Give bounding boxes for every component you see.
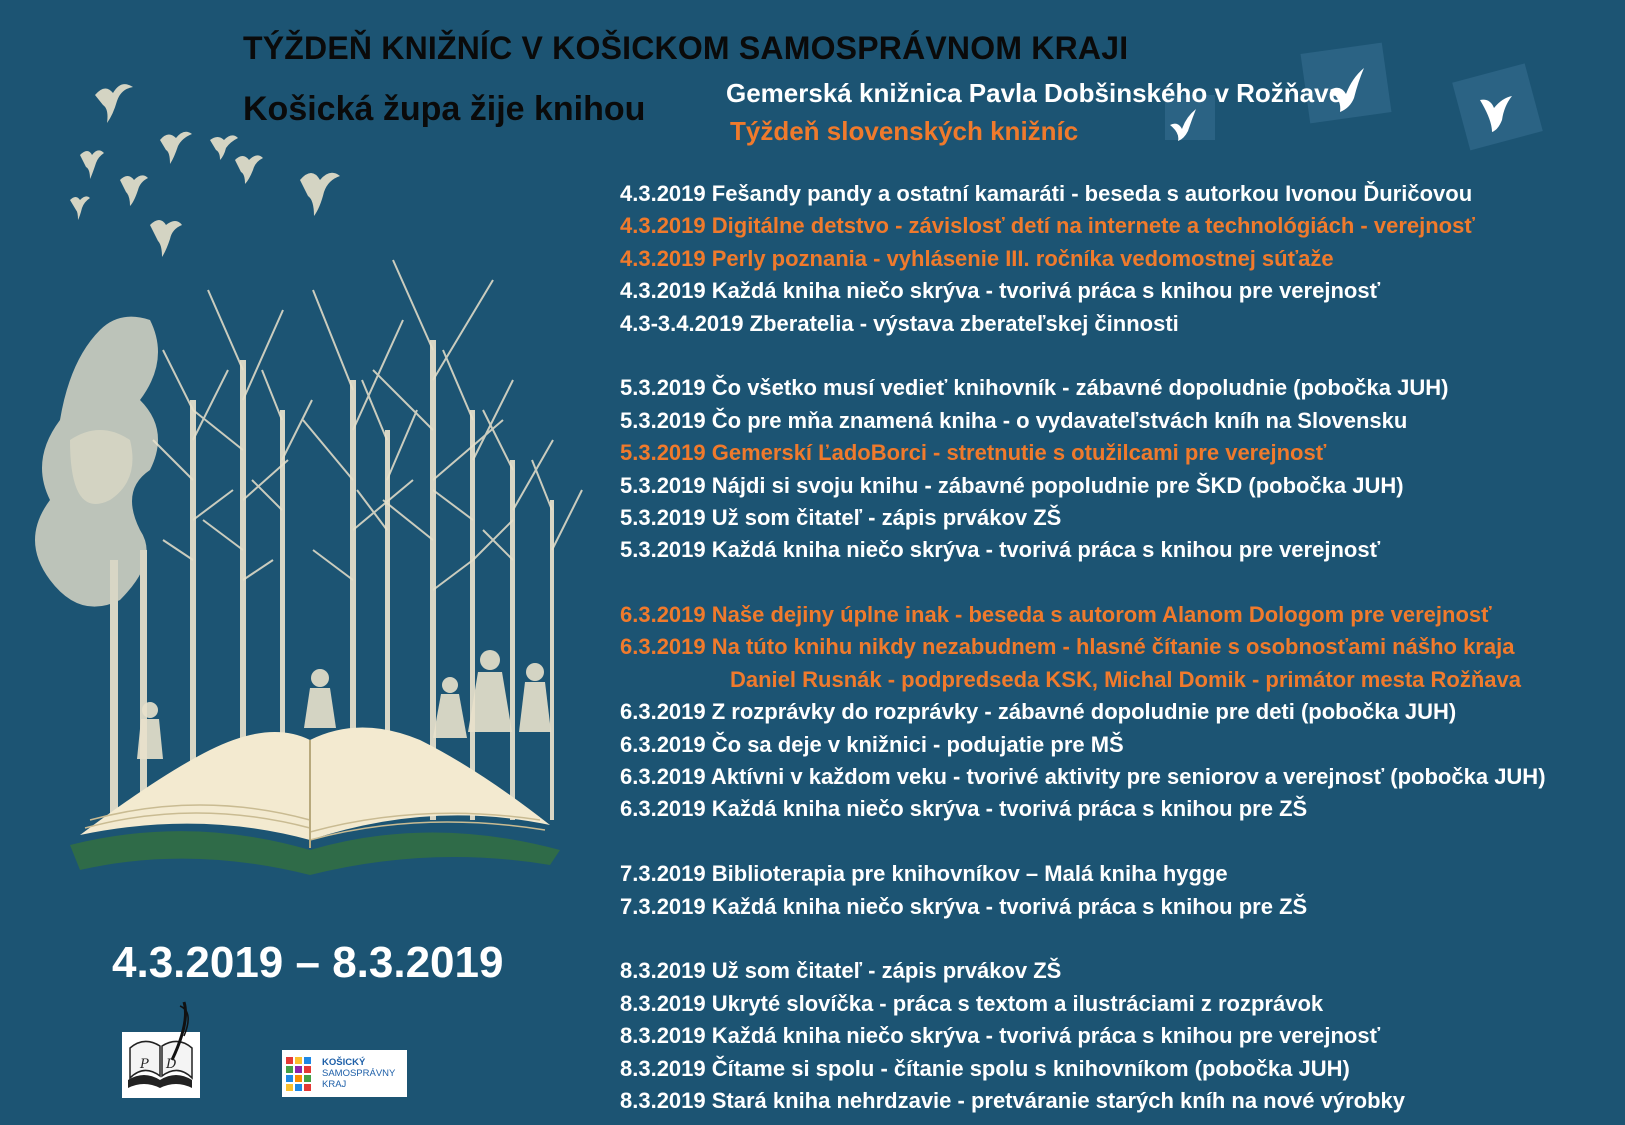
library-name: Gemerská knižnica Pavla Dobšinského v Rožňave [726, 78, 1344, 108]
event-item: 5.3.2019 Každá kniha niečo skrýva - tvorivá práca s knihou pre verejnosť [620, 537, 1381, 563]
event-item: 5.3.2019 Gemerskí ĽadoBorci - stretnutie s otužilcami pre verejnosť [620, 440, 1327, 466]
ksk-logo [282, 1050, 407, 1097]
event-item: 6.3.2019 Každá kniha niečo skrýva - tvorivá práca s knihou pre ZŠ [620, 796, 1308, 822]
book-trees-illustration [30, 80, 620, 900]
event-item: 5.3.2019 Nájdi si svoju knihu - zábavné popoludnie pre ŠKD (pobočka JUH) [620, 472, 1404, 498]
event-item: 6.3.2019 Naše dejiny úplne inak - beseda s autorom Alanom Dologom pre verejnosť [620, 602, 1492, 628]
event-item: 4.3-3.4.2019 Zberatelia - výstava zberateľskej činnosti [620, 310, 1179, 336]
ksk-line-1: KOŠICKÝ [322, 1057, 366, 1068]
event-item: 5.3.2019 Už som čitateľ - zápis prvákov ZŠ [620, 504, 1062, 530]
events-list [620, 178, 1620, 1117]
event-week-name: Týždeň slovenských knižníc [730, 116, 1079, 146]
page-subtitle: Košická župa žije knihou [243, 90, 646, 128]
ksk-line-2: SAMOSPRÁVNY [322, 1068, 396, 1079]
event-item: 8.3.2019 Stará kniha nehrdzavie - pretváranie starých kníh na nové výrobky [620, 1087, 1406, 1113]
event-item: 5.3.2019 Čo pre mňa znamená kniha - o vydavateľstvách kníh na Slovensku [620, 407, 1408, 433]
event-item: 6.3.2019 Na túto knihu nikdy nezabudnem - hlasné čítanie s osobnosťami nášho kraja [620, 634, 1515, 660]
ksk-mark-icon [286, 1057, 316, 1091]
event-item: 4.3.2019 Perly poznania - vyhlásenie III. ročníka vedomostnej súťaže [620, 245, 1334, 271]
event-item: 6.3.2019 Aktívni v každom veku - tvorivé aktivity pre seniorov a verejnosť (pobočka JUH) [620, 764, 1546, 790]
svg-text:P: P [140, 1057, 149, 1072]
ksk-logo-text [322, 1057, 395, 1090]
event-item: 7.3.2019 Biblioterapia pre knihovníkov – Malá kniha hygge [620, 861, 1228, 887]
event-item: 4.3.2019 Každá kniha niečo skrýva - tvorivá práca s knihou pre verejnosť [620, 278, 1381, 304]
event-item: 4.3.2019 Fešandy pandy a ostatní kamaráti - beseda s autorkou Ivonou Ďuričovou [620, 181, 1473, 206]
event-item: 8.3.2019 Každá kniha niečo skrýva - tvorivá práca s knihou pre verejnosť [620, 1023, 1381, 1049]
event-item: Daniel Rusnák - podpredseda KSK, Michal Domik - primátor mesta Rožňava [730, 666, 1521, 692]
event-item: 7.3.2019 Každá kniha niečo skrýva - tvorivá práca s knihou pre ZŠ [620, 893, 1308, 919]
event-item: 8.3.2019 Ukryté slovíčka - práca s textom a ilustráciami z rozprávok [620, 990, 1324, 1016]
svg-text:D: D [166, 1057, 177, 1072]
page-title: TÝŽDEŇ KNIŽNÍC V KOŠICKOM SAMOSPRÁVNOM KRAJI [243, 30, 1129, 66]
event-item: 6.3.2019 Z rozprávky do rozprávky - zábavné dopoludnie pre deti (pobočka JUH) [620, 699, 1457, 725]
event-item: 6.3.2019 Čo sa deje v knižnici - podujatie pre MŠ [620, 731, 1124, 757]
event-item: 4.3.2019 Digitálne detstvo - závislosť detí na internete a technológiách - verejnosť [620, 213, 1475, 239]
date-range: 4.3.2019 – 8.3.2019 [112, 938, 504, 987]
event-item: 5.3.2019 Čo všetko musí vedieť knihovník - zábavné dopoludnie (pobočka JUH) [620, 375, 1449, 401]
library-logo [122, 1000, 202, 1100]
event-item: 8.3.2019 Už som čitateľ - zápis prvákov ZŠ [620, 958, 1062, 984]
event-item: 8.3.2019 Čítame si spolu - čítanie spolu s knihovníkom (pobočka JUH) [620, 1055, 1350, 1081]
ksk-line-3: KRAJ [322, 1079, 347, 1090]
